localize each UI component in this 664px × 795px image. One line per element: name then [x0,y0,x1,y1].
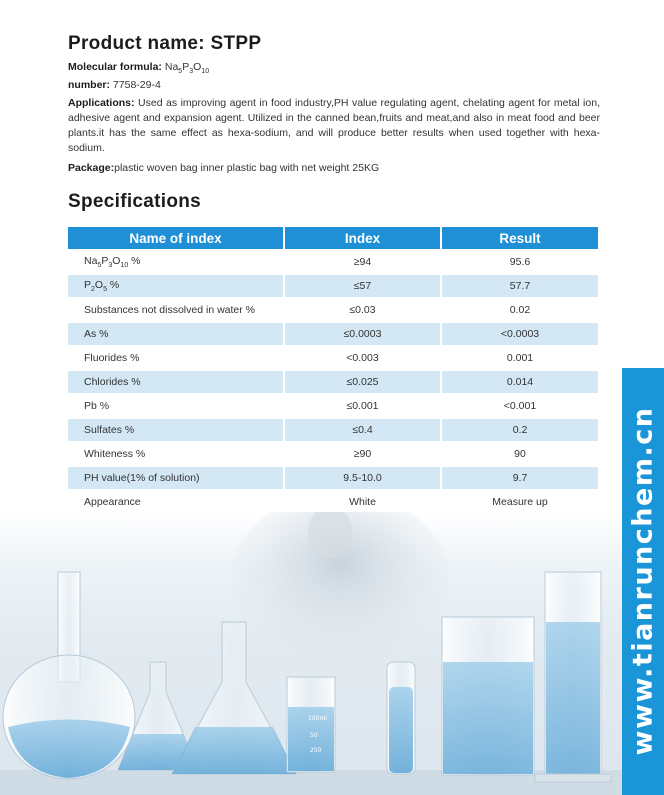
row-result: <0.0003 [442,321,598,345]
table-row [68,249,598,273]
test-tube [387,662,415,774]
row-index: ≤0.4 [285,417,442,441]
applications-label: Applications: [68,97,135,109]
row-name: PH value(1% of solution) [68,465,285,489]
row-name: Sulfates % [68,417,285,441]
table-row [68,369,598,393]
row-index: ≥94 [285,249,442,273]
package-text: plastic woven bag inner plastic bag with net weight 25KG [114,162,380,174]
table-row [68,489,598,513]
formula-value: $Na_5P_3O_{10}$ [164,61,210,76]
row-name: Substances not dissolved in water % [68,297,285,321]
table-row [68,345,598,369]
round-flask [3,572,135,779]
row-result: 0.2 [442,417,598,441]
row-index: ≤57 [285,273,442,297]
table-row [68,297,598,321]
row-name: Whiteness % [68,441,285,465]
row-result: 57.7 [442,273,598,297]
row-name: Pb % [68,393,285,417]
cas-number-line [68,78,600,93]
row-result: 95.6 [442,249,598,273]
beaker-mark-50: 50 [310,732,318,739]
applications-text: Used as improving agent in food industry,PH value regulating agent, chelating agent for metal ion, adhesive agent and expansion agent. Utilized in the canned bean,fruits and meat,and also in meat food and beer plants.it has the same effect as hexa-sodium, and will produce better results when used together with hexa-sodium. [68,97,600,154]
row-index: ≤0.001 [285,393,442,417]
table-row [68,273,598,297]
molecular-formula-line [68,60,600,79]
row-name: $P_2O_5$ % [68,273,285,297]
row-name: Appearance [68,489,285,513]
applications-paragraph [68,96,600,156]
row-index: ≤0.0003 [285,321,442,345]
row-name: As % [68,321,285,345]
tall-beaker [442,617,534,775]
header-index: Index [285,227,442,249]
table-row [68,465,598,489]
row-result: 0.001 [442,345,598,369]
number-label: number: [68,79,110,91]
table-row [68,393,598,417]
row-result: 0.02 [442,297,598,321]
row-result: 0.014 [442,369,598,393]
row-result: Measure up [442,489,598,513]
row-index: ≤0.025 [285,369,442,393]
table-header-row [68,227,598,249]
table-row [68,417,598,441]
graduated-cylinder [535,572,611,782]
row-result: <0.001 [442,393,598,417]
table-row [68,441,598,465]
website-url: www.tianrunchem.cn [627,406,659,756]
specifications-heading: Specifications [68,191,202,212]
row-name: Fluorides % [68,345,285,369]
row-index: 9.5-10.0 [285,465,442,489]
package-label: Package: [68,162,115,174]
product-title: Product name: STPP [68,33,262,54]
beaker-mark-100: 100ml [308,715,327,722]
specifications-table [68,227,598,513]
header-result: Result [442,227,598,249]
beaker-mark-250: 250 [310,747,322,754]
glassware-illustration [0,512,664,795]
beaker [287,677,335,772]
row-result: 90 [442,441,598,465]
website-sidebar [622,368,664,795]
row-index: ≥90 [285,441,442,465]
number-value: 7758-29-4 [112,79,161,91]
row-name: Chlorides % [68,369,285,393]
row-index: White [285,489,442,513]
row-index: <0.003 [285,345,442,369]
row-result: 9.7 [442,465,598,489]
header-name-of-index: Name of index [68,227,285,249]
row-name: $Na_5P_3O_{10}$ % [68,249,285,273]
lab-glassware-photo [0,512,664,795]
row-index: ≤0.03 [285,297,442,321]
formula-label: Molecular formula: [68,61,162,73]
table-row [68,321,598,345]
package-line [68,161,600,176]
